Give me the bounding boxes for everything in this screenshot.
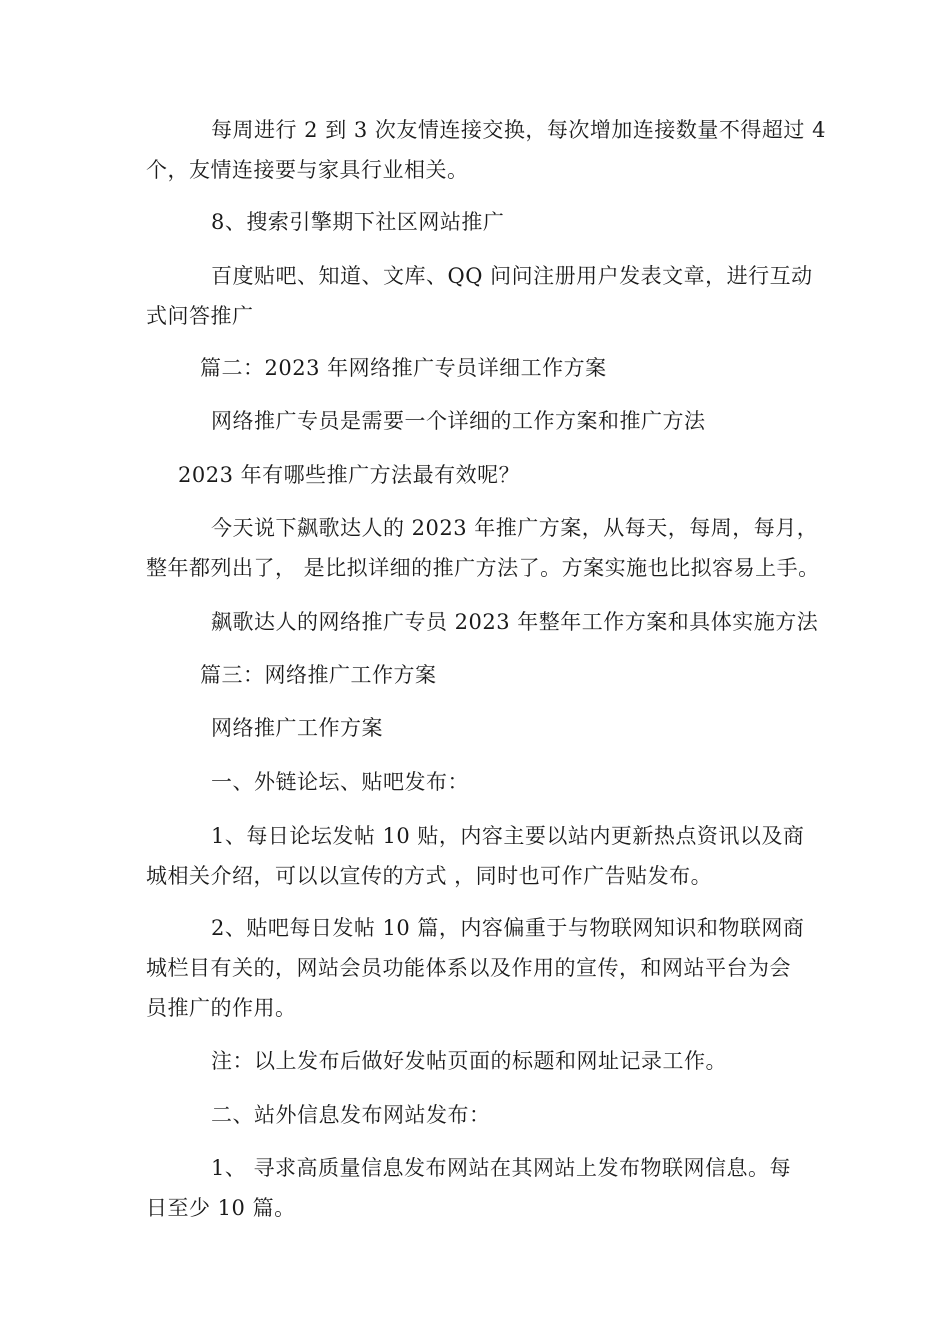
note-line: 注：以上发布后做好发帖页面的标题和网址记录工作。 xyxy=(211,1049,727,1073)
paragraph-line: 城栏目有关的，网站会员功能体系以及作用的宣传，和网站平台为会 xyxy=(146,956,791,980)
paragraph-line: 日至少 10 篇。 xyxy=(146,1196,296,1220)
paragraph-line: 今天说下飙歌达人的 2023 年推广方案，从每天，每周，每月， xyxy=(211,516,819,540)
paragraph-line: 员推广的作用。 xyxy=(146,996,297,1020)
paragraph-line: 2023 年有哪些推广方法最有效呢？ xyxy=(178,463,521,487)
paragraph-line: 1、 寻求高质量信息发布网站在其网站上发布物联网信息。每 xyxy=(211,1156,792,1180)
paragraph-line: 百度贴吧、知道、文库、QQ 问问注册用户发表文章，进行互动 xyxy=(211,264,813,288)
chapter-title: 篇三：网络推广工作方案 xyxy=(200,663,437,687)
section-heading: 8、搜索引擎期下社区网站推广 xyxy=(211,210,505,234)
paragraph-line: 个，友情连接要与家具行业相关。 xyxy=(146,158,469,182)
paragraph-line: 2、贴吧每日发帖 10 篇，内容偏重于与物联网知识和物联网商 xyxy=(211,916,805,940)
chapter-title: 篇二：2023 年网络推广专员详细工作方案 xyxy=(200,356,607,380)
paragraph-line: 1、每日论坛发帖 10 贴，内容主要以站内更新热点资讯以及商 xyxy=(211,824,805,848)
paragraph-line: 网络推广专员是需要一个详细的工作方案和推广方法 xyxy=(211,409,706,433)
paragraph-line: 网络推广工作方案 xyxy=(211,716,383,740)
paragraph-line: 每周进行 2 到 3 次友情连接交换，每次增加连接数量不得超过 4 xyxy=(211,118,826,142)
paragraph-line: 式问答推广 xyxy=(146,304,254,328)
paragraph-line: 飙歌达人的网络推广专员 2023 年整年工作方案和具体实施方法 xyxy=(211,610,819,634)
section-heading: 二、站外信息发布网站发布： xyxy=(211,1103,491,1127)
paragraph-line: 整年都列出了， 是比拟详细的推广方法了。方案实施也比拟容易上手。 xyxy=(146,556,820,580)
paragraph-line: 城相关介绍，可以以宣传的方式 ，同时也可作广告贴发布。 xyxy=(146,864,713,888)
section-heading: 一、外链论坛、贴吧发布： xyxy=(211,770,469,794)
